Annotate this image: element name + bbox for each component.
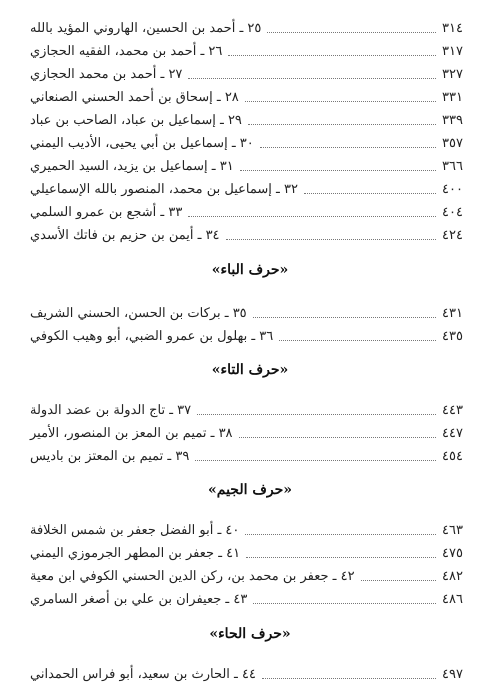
page-number: ٤٦٣ xyxy=(442,522,463,538)
section-heading-jeem: «حرف الجيم» xyxy=(208,482,292,498)
page-number: ٤٥٤ xyxy=(442,448,463,464)
dot-leader xyxy=(245,522,436,535)
dot-leader xyxy=(246,545,436,558)
dot-leader xyxy=(248,112,436,125)
dot-leader xyxy=(226,227,436,240)
page-number: ٤٣٥ xyxy=(442,328,463,344)
page-number: ٤٨٢ xyxy=(442,568,463,584)
toc-entry: ٢٩ ـ إسماعيل بن عباد، الصاحب بن عباد ٣٣٩ xyxy=(30,110,472,130)
toc-entry: ٣٥ ـ بركات بن الحسن، الحسني الشريف ٤٣١ xyxy=(30,303,472,323)
dot-leader xyxy=(197,402,436,415)
dot-leader xyxy=(239,425,436,438)
page-number: ٤٧٥ xyxy=(442,545,463,561)
page-number: ٤٣١ xyxy=(442,305,463,321)
toc-entry: ٢٨ ـ إسحاق بن أحمد الحسني الصنعاني ٣٣١ xyxy=(30,87,472,107)
page-number: ٣٢٧ xyxy=(442,66,463,82)
page-number: ٣٥٧ xyxy=(442,135,463,151)
dot-leader xyxy=(188,66,436,79)
toc-entry: ٣٧ ـ تاج الدولة بن عضد الدولة ٤٤٣ xyxy=(30,400,472,420)
toc-entry: ٤٠ ـ أبو الفضل جعفر بن شمس الخلافة ٤٦٣ xyxy=(30,520,472,540)
toc-entry: ٣٦ ـ بهلول بن عمرو الضبي، أبو وهيب الكوفي ٤٣٥ xyxy=(30,326,472,346)
page-number: ٤٩٧ xyxy=(442,666,463,682)
dot-leader xyxy=(245,89,436,102)
dot-leader xyxy=(304,181,436,194)
toc-entry: ٣٩ ـ تميم بن المعتز بن باديس ٤٥٤ xyxy=(30,446,472,466)
page-number: ٤٤٣ xyxy=(442,402,463,418)
section-heading-taa: «حرف التاء» xyxy=(211,362,289,378)
page-number: ٣١٤ xyxy=(442,20,463,36)
dot-leader xyxy=(253,591,436,604)
page-number: ٤٨٦ xyxy=(442,591,463,607)
toc-entry: ٢٥ ـ أحمد بن الحسين، الهاروني المؤيد بالله ٣١٤ xyxy=(30,18,472,38)
toc-entry: ٣٢ ـ إسماعيل بن محمد، المنصور بالله الإسماعيلي ٤٠٠ xyxy=(30,179,472,199)
toc-entry: ٣٣ ـ أشجع بن عمرو السلمي ٤٠٤ xyxy=(30,202,472,222)
dot-leader xyxy=(361,568,436,581)
page-number: ٣٣١ xyxy=(442,89,463,105)
section-heading-haa: «حرف الحاء» xyxy=(209,626,291,642)
toc-entry: ٤٤ ـ الحارث بن سعيد، أبو فراس الحمداني ٤٩٧ xyxy=(30,664,472,684)
page-number: ٣٦٦ xyxy=(442,158,463,174)
toc-entry: ٢٦ ـ أحمد بن محمد، الفقيه الحجازي ٣١٧ xyxy=(30,41,472,61)
toc-entry: ٣٨ ـ تميم بن المعز بن المنصور، الأمير ٤٤٧ xyxy=(30,423,472,443)
page-number: ٤٤٧ xyxy=(442,425,463,441)
page-number: ٤٠٤ xyxy=(442,204,463,220)
page-number: ٤٠٠ xyxy=(442,181,463,197)
toc-entry: ٤١ ـ جعفر بن المطهر الجرموزي اليمني ٤٧٥ xyxy=(30,543,472,563)
dot-leader xyxy=(188,204,436,217)
dot-leader xyxy=(260,135,436,148)
dot-leader xyxy=(253,305,436,318)
page-number: ٤٢٤ xyxy=(442,227,463,243)
toc-entry: ٣٤ ـ أيمن بن حزيم بن فاتك الأسدي ٤٢٤ xyxy=(30,225,472,245)
toc-entry: ٤٣ ـ جعيفران بن علي بن أصغر السامري ٤٨٦ xyxy=(30,589,472,609)
toc-entry: ٤٢ ـ جعفر بن محمد بن، ركن الدين الحسني الكوفي ابن معية ٤٨٢ xyxy=(30,566,472,586)
dot-leader xyxy=(267,20,436,33)
dot-leader xyxy=(262,666,436,679)
toc-entry: ٢٧ ـ أحمد بن محمد الحجازي ٣٢٧ xyxy=(30,64,472,84)
section-heading-baa: «حرف الباء» xyxy=(211,262,289,278)
page-number: ٣٣٩ xyxy=(442,112,463,128)
page-number: ٣١٧ xyxy=(442,43,463,59)
dot-leader xyxy=(195,448,436,461)
dot-leader xyxy=(240,158,436,171)
toc-entry: ٣٠ ـ إسماعيل بن أبي يحيى، الأديب اليمني ٣٥٧ xyxy=(30,133,472,153)
toc-entry: ٣١ ـ إسماعيل بن يزيد، السيد الحميري ٣٦٦ xyxy=(30,156,472,176)
dot-leader xyxy=(228,43,436,56)
dot-leader xyxy=(279,328,436,341)
